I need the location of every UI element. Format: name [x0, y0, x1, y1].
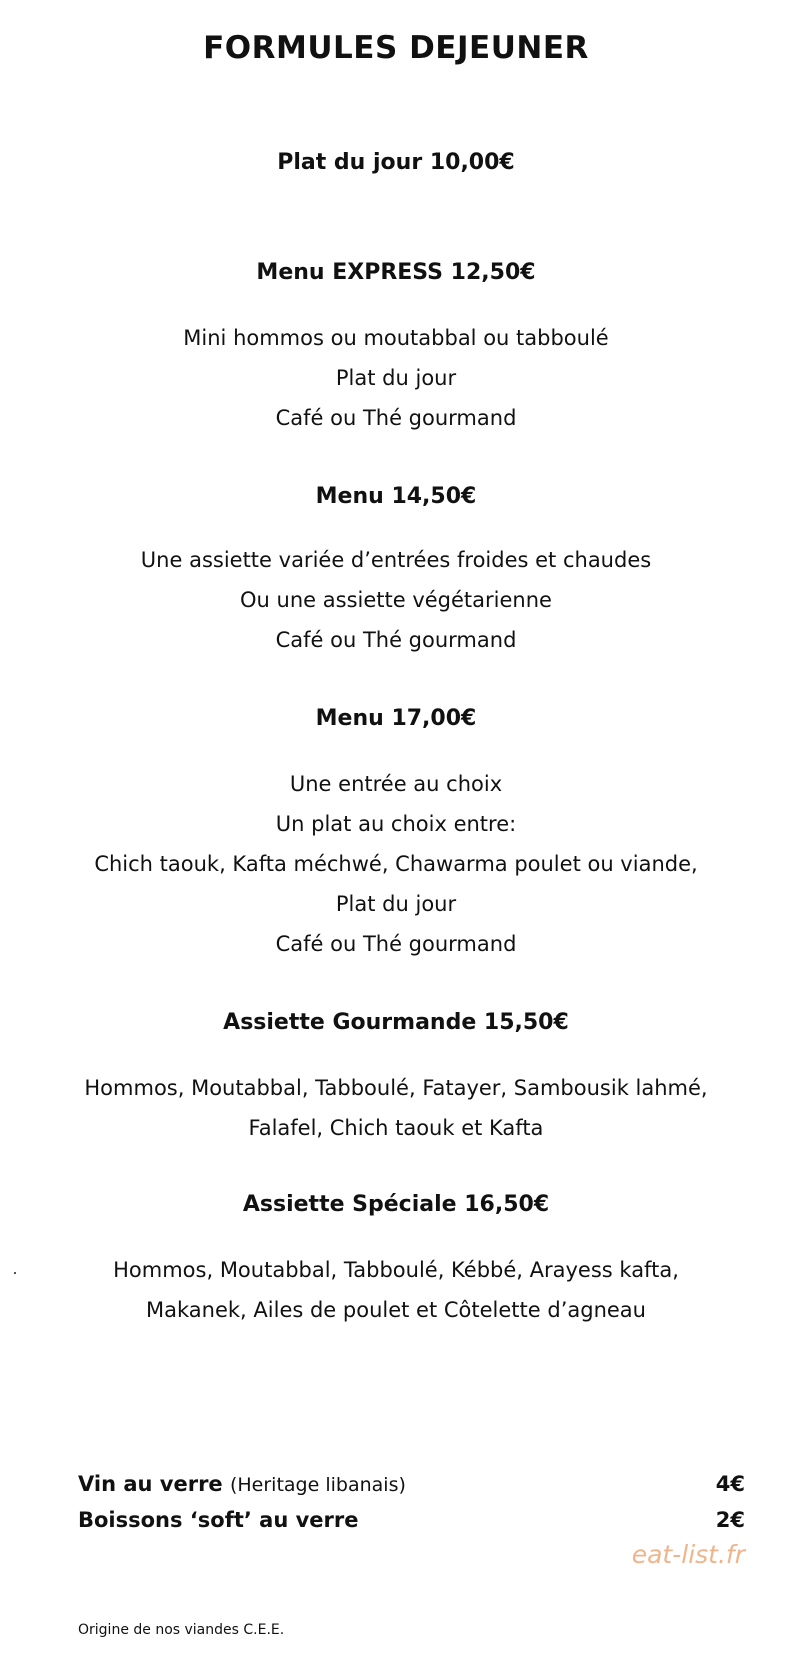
menu-express-line: Café ou Thé gourmand [275, 406, 517, 430]
meat-origin-footnote: Origine de nos viandes C.E.E. [78, 1622, 285, 1638]
page-title: FORMULES DEJEUNER [203, 30, 589, 66]
watermark: eat-list.fr [631, 1540, 745, 1569]
assiette-gourmande-line: Hommos, Moutabbal, Tabboulé, Fatayer, Sambousik lahmé, [84, 1076, 708, 1100]
menu-express-heading: Menu EXPRESS 12,50€ [256, 260, 536, 285]
menu-1700-line: Chich taouk, Kafta méchwé, Chawarma poulet ou viande, [94, 852, 698, 876]
menu-express-line: Mini hommos ou moutabbal ou tabboulé [183, 326, 609, 350]
wine-note: (Heritage libanais) [229, 1474, 406, 1496]
menu-1450-line: Ou une assiette végétarienne [240, 588, 552, 612]
scan-speck [14, 1272, 16, 1274]
menu-1450-line: Une assiette variée d’entrées froides et chaudes [140, 548, 652, 572]
assiette-speciale-line: Hommos, Moutabbal, Tabboulé, Kébbé, Arayess kafta, [113, 1258, 679, 1282]
assiette-speciale-line: Makanek, Ailes de poulet et Côtelette d’agneau [146, 1298, 646, 1322]
soft-drinks-price: 2€ [715, 1508, 745, 1532]
assiette-speciale-heading: Assiette Spéciale 16,50€ [242, 1192, 550, 1217]
menu-1700-line: Plat du jour [335, 892, 457, 916]
soft-drinks-label: Boissons ‘soft’ au verre [78, 1508, 359, 1532]
menu-1700-heading: Menu 17,00€ [315, 706, 477, 731]
wine-price: 4€ [715, 1472, 745, 1496]
wine-row [78, 1472, 406, 1496]
menu-1450-line: Café ou Thé gourmand [275, 628, 517, 652]
assiette-gourmande-line: Falafel, Chich taouk et Kafta [248, 1116, 544, 1140]
menu-1700-line: Un plat au choix entre: [275, 812, 517, 836]
menu-express-line: Plat du jour [335, 366, 457, 390]
menu-1700-line: Une entrée au choix [289, 772, 503, 796]
menu-1700-line: Café ou Thé gourmand [275, 932, 517, 956]
wine-label: Vin au verre [78, 1472, 223, 1496]
plat-du-jour-heading: Plat du jour 10,00€ [277, 150, 515, 175]
assiette-gourmande-heading: Assiette Gourmande 15,50€ [223, 1010, 569, 1035]
menu-1450-heading: Menu 14,50€ [315, 484, 477, 509]
